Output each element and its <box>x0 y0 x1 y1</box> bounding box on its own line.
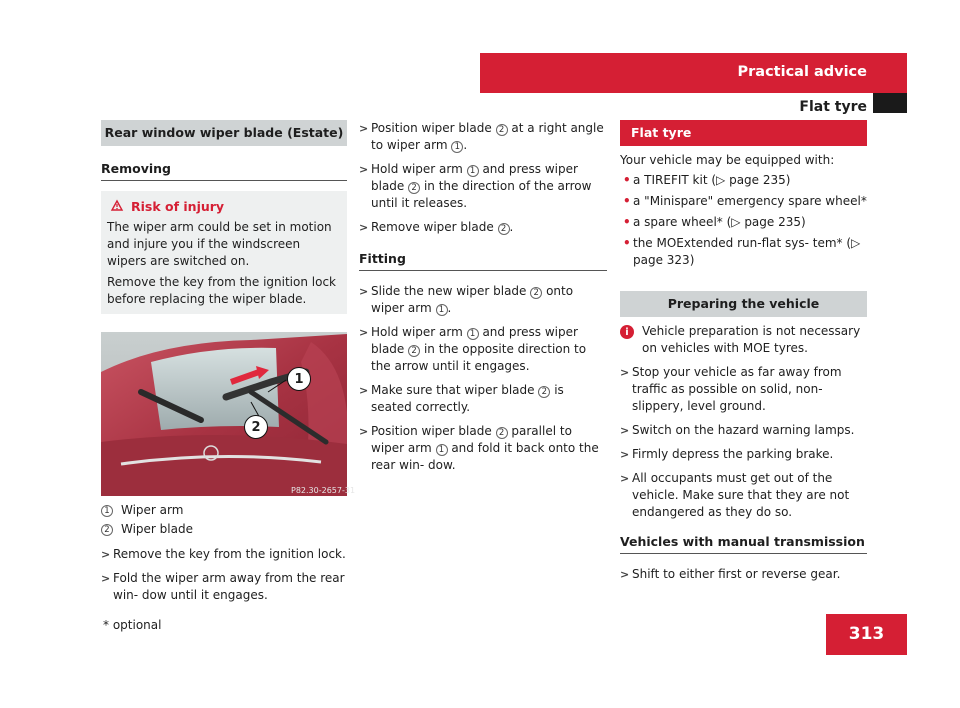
step-item: > Position wiper blade 2 at a right angle to wiper arm 1 . <box>359 121 604 152</box>
warning-text-1: The wiper arm could be set in motion and injure you if the windscreen wipers are switched on. <box>107 220 332 268</box>
wiper-photo <box>101 332 356 496</box>
section-title: Practical advice <box>737 64 867 80</box>
warning-text-2: Remove the key from the ignition lock before replacing the wiper blade. <box>107 275 337 306</box>
bullet-dot-icon: • <box>623 215 631 229</box>
ref-1: 1 <box>451 141 463 153</box>
bullet-dot-icon: • <box>623 236 631 250</box>
ref-1: 1 <box>467 165 479 177</box>
list-item: • a "Minispare" emergency spare wheel* <box>623 194 867 208</box>
footnote: * optional <box>103 618 162 632</box>
photo-code: P82.30-2657-31 <box>291 486 356 495</box>
arrow-step-icon: > <box>101 548 111 561</box>
warning-title: Risk of injury <box>131 199 225 214</box>
prep-title: Preparing the vehicle <box>620 291 867 317</box>
ref-2: 2 <box>496 427 508 439</box>
removing-heading: Removing <box>101 160 347 181</box>
step-item: > All occupants must get out of the vehicle. Make sure that they are not endangered as they do so. <box>620 471 850 519</box>
manual-transmission-heading: Vehicles with manual transmission <box>620 533 867 554</box>
removing-steps <box>101 546 347 604</box>
arrow-step-icon: > <box>359 122 369 135</box>
list-item: • a TIREFIT kit (▷ page 235) <box>623 173 791 187</box>
step-item: > Firmly depress the parking brake. <box>620 447 834 461</box>
step-item: > Remove the key from the ignition lock. <box>101 547 346 561</box>
arrow-step-icon: > <box>359 425 369 438</box>
ref-2: 2 <box>408 182 420 194</box>
column-2 <box>359 120 607 481</box>
chapter-marker <box>873 93 907 113</box>
intro-text: Your vehicle may be equipped with: <box>620 153 835 167</box>
step-item: > Hold wiper arm 1 and press wiper blade 2 in the opposite direction to the arrow until it engages. <box>359 325 587 373</box>
column-1 <box>101 120 356 611</box>
arrow-step-icon: > <box>359 326 369 339</box>
arrow-step-icon: > <box>359 384 369 397</box>
step-item: > Stop your vehicle as far away from traffic as possible on solid, non-slippery, level ground. <box>620 365 842 413</box>
ref-1: 1 <box>467 328 479 340</box>
step-item: > Slide the new wiper blade 2 onto wiper arm 1 . <box>359 284 574 315</box>
ref-2: 2 <box>408 345 420 357</box>
warning-heading <box>107 198 337 215</box>
list-item: • a spare wheel* (▷ page 235) <box>623 215 806 229</box>
arrow-step-icon: > <box>359 163 369 176</box>
step-item: > Position wiper blade 2 parallel to wiper arm 1 and fold it back onto the rear win- dow. <box>359 424 599 472</box>
chapter-title: Flat tyre <box>799 99 867 115</box>
info-note: i Vehicle preparation is not necessary on vehicles with MOE tyres. <box>620 323 867 357</box>
step-item: > Fold the wiper arm away from the rear win- dow until it engages. <box>101 571 345 602</box>
callout-1: 1 <box>287 367 311 391</box>
equipment-list <box>620 172 867 269</box>
step-item: > Hold wiper arm 1 and press wiper blade 2 in the direction of the arrow until it releases. <box>359 162 592 210</box>
arrow-step-icon: > <box>359 221 369 234</box>
column-3 <box>620 120 867 590</box>
fitting-heading: Fitting <box>359 250 607 271</box>
ref-2: 2 <box>530 287 542 299</box>
legend-item: 2 Wiper blade <box>101 521 347 538</box>
list-item: • the MOExtended run-flat sys- tem* (▷ page 323) <box>623 236 861 267</box>
arrow-step-icon: > <box>620 568 630 581</box>
ref-2: 2 <box>538 386 550 398</box>
step-item: > Remove wiper blade 2 . <box>359 220 514 234</box>
arrow-step-icon: > <box>620 366 630 379</box>
step-item: > Switch on the hazard warning lamps. <box>620 423 855 437</box>
step-item: > Make sure that wiper blade 2 is seated correctly. <box>359 383 564 414</box>
ref-2: 2 <box>498 223 510 235</box>
bullet-dot-icon: • <box>623 173 631 187</box>
arrow-step-icon: > <box>620 448 630 461</box>
bullet-dot-icon: • <box>623 194 631 208</box>
ref-1: 1 <box>436 444 448 456</box>
legend <box>101 502 347 538</box>
arrow-step-icon: > <box>359 285 369 298</box>
wiper-photo-illustration <box>101 332 356 496</box>
legend-item: 1 Wiper arm <box>101 502 347 519</box>
flat-tyre-title: Flat tyre <box>620 120 867 146</box>
warning-triangle-icon <box>111 198 123 215</box>
step-item: > Shift to either first or reverse gear. <box>620 567 841 581</box>
ref-2: 2 <box>496 124 508 136</box>
ref-1: 1 <box>436 304 448 316</box>
wiper-section-title: Rear window wiper blade (Estate) <box>101 120 347 146</box>
callout-2: 2 <box>244 415 268 439</box>
info-icon: i <box>620 325 634 339</box>
arrow-step-icon: > <box>620 424 630 437</box>
arrow-step-icon: > <box>620 472 630 485</box>
page-number: 313 <box>826 614 907 655</box>
warning-box <box>101 191 347 314</box>
arrow-step-icon: > <box>101 572 111 585</box>
